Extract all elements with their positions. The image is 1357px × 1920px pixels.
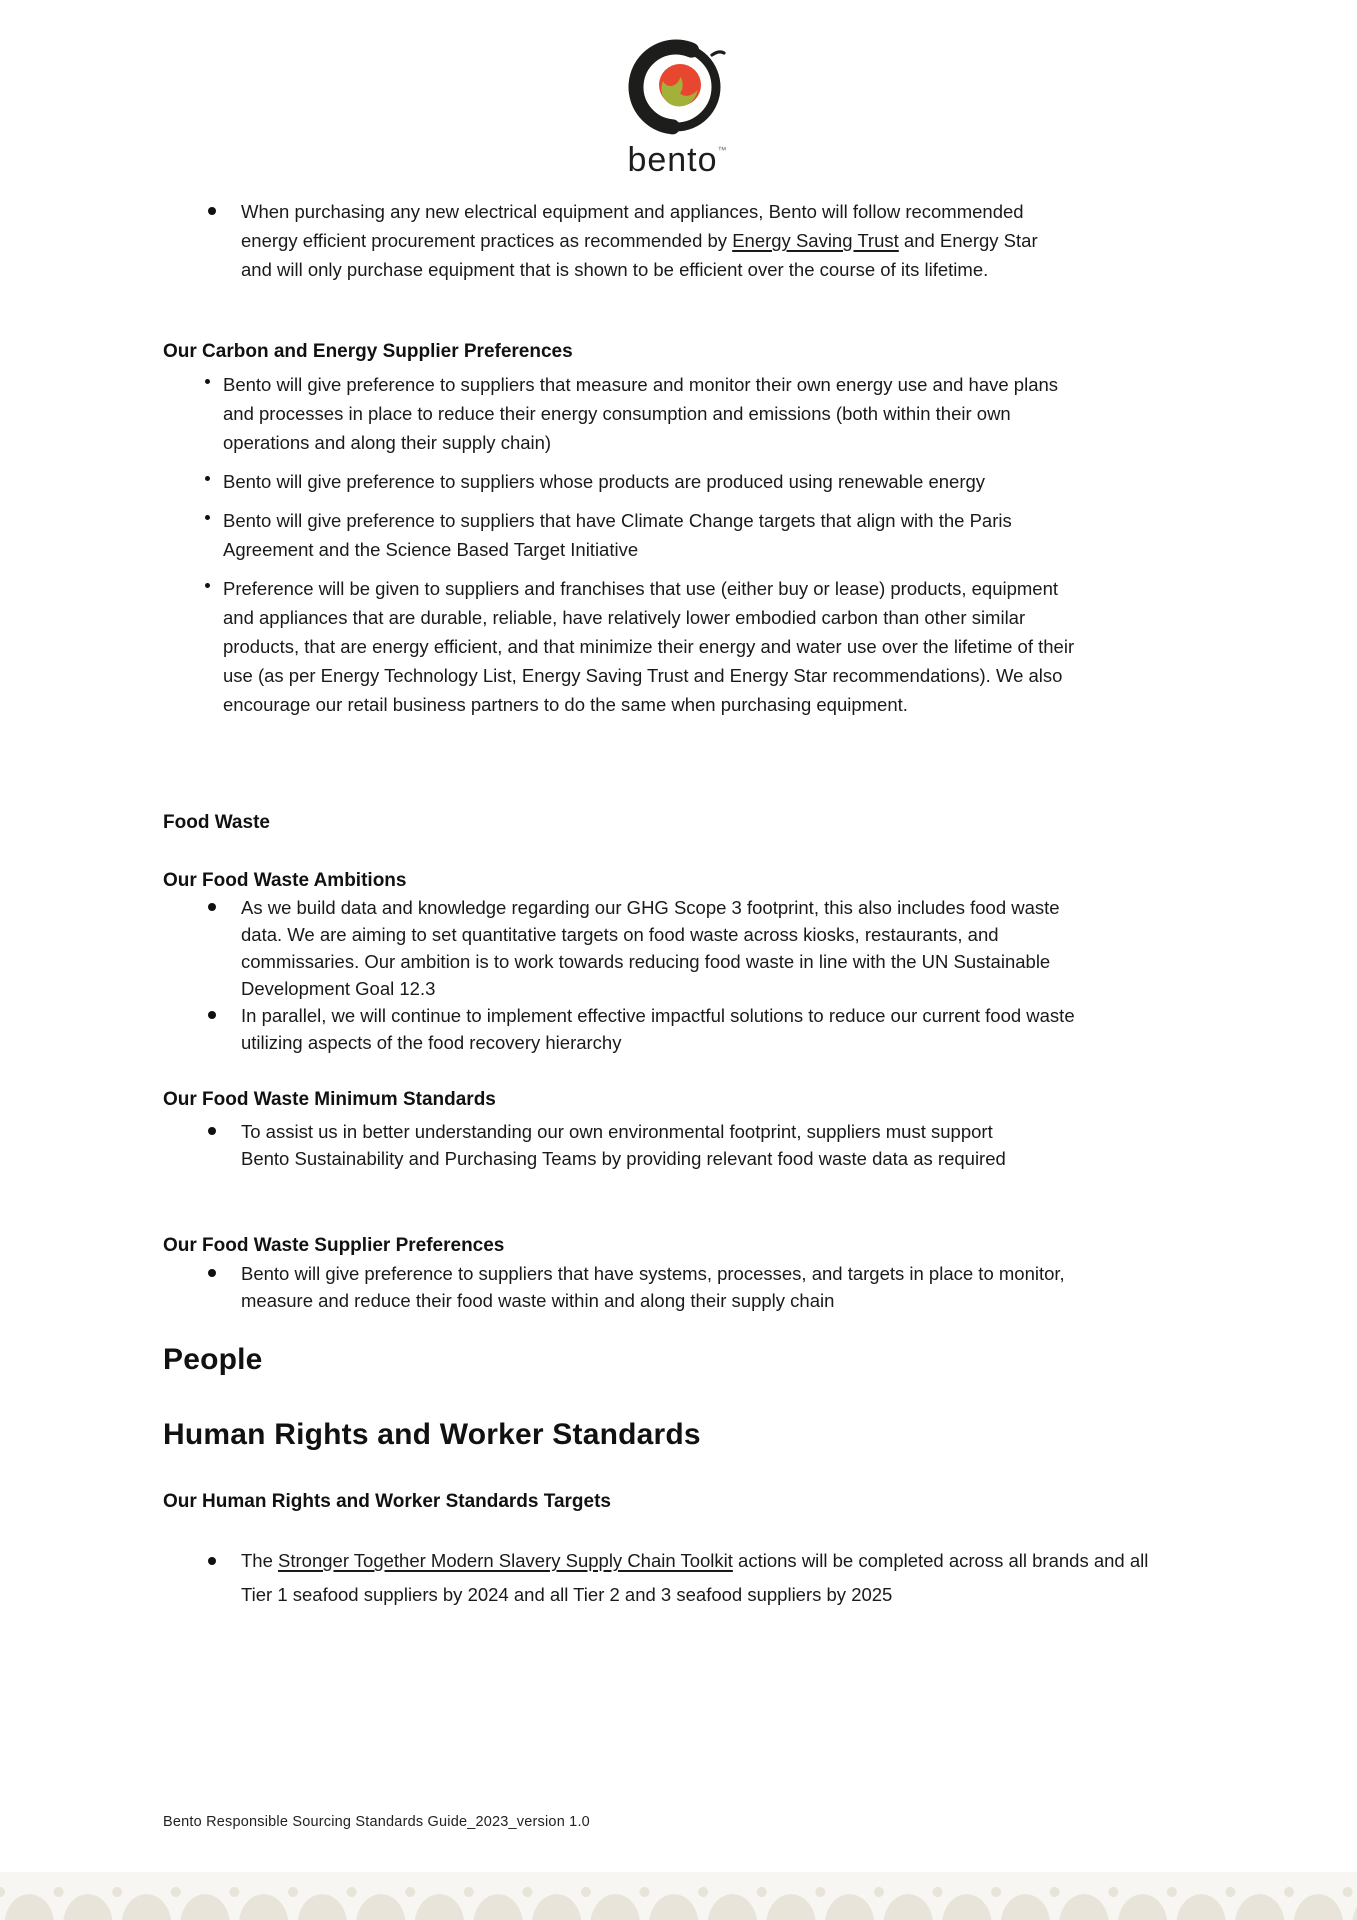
intro-bullet-list bbox=[163, 197, 1068, 284]
human-rights-worker-standards-heading: Human Rights and Worker Standards bbox=[163, 1418, 701, 1451]
bento-wordmark bbox=[592, 143, 762, 177]
food-waste-minimum-standards-heading: Our Food Waste Minimum Standards bbox=[163, 1089, 496, 1110]
bullet-item bbox=[163, 1544, 1173, 1612]
decorative-border bbox=[0, 1872, 1357, 1920]
bullet-item: To assist us in better understanding our own environmental footprint, suppliers must support Bento Sustainability and Purchasing Teams by providing relevant food waste data as required bbox=[163, 1118, 1043, 1172]
bullet-item: Bento will give preference to suppliers that have systems, processes, and targets in place to monitor, measure and reduce their food waste within and along their supply chain bbox=[163, 1260, 1108, 1314]
carbon-energy-bullet-list bbox=[163, 370, 1083, 729]
food-waste-supplier-preferences-heading: Our Food Waste Supplier Preferences bbox=[163, 1235, 505, 1256]
bullet-item: As we build data and knowledge regarding our GHG Scope 3 footprint, this also includes food waste data. We are aiming to set quantitative targets on food waste across kiosks, restaurants, and commissaries. Our ambition is to work towards reducing food waste in line with the UN Sustainable Development Goal 12.3 bbox=[163, 894, 1098, 1002]
food-waste-heading: Food Waste bbox=[163, 812, 270, 833]
trademark-symbol: ™ bbox=[717, 145, 727, 155]
food-waste-minimum-standards-bullet-list bbox=[163, 1118, 1043, 1172]
bullet-text: When purchasing any new electrical equipment and appliances, Bento will follow recommended energy efficient procurement practices as recommended by bbox=[241, 201, 1024, 251]
food-waste-ambitions-bullet-list bbox=[163, 894, 1098, 1056]
human-rights-targets-bullet-list bbox=[163, 1544, 1173, 1612]
human-rights-targets-heading: Our Human Rights and Worker Standards Targets bbox=[163, 1491, 611, 1512]
bullet-item: Bento will give preference to suppliers whose products are produced using renewable energy bbox=[163, 467, 1083, 496]
bullet-text: actions will be completed across all brands and all Tier 1 seafood suppliers by 2024 and all Tier 2 and 3 seafood suppliers by 2025 bbox=[241, 1550, 1149, 1605]
people-heading: People bbox=[163, 1343, 263, 1376]
bento-logo-icon bbox=[623, 38, 731, 142]
bento-logo bbox=[592, 38, 762, 177]
bullet-item: Bento will give preference to suppliers that measure and monitor their own energy use and have plans and processes in place to reduce their energy consumption and emissions (both within their own operations and along their supply chain) bbox=[163, 370, 1083, 457]
bullet-item: Bento will give preference to suppliers that have Climate Change targets that align with the Paris Agreement and the Science Based Target Initiative bbox=[163, 506, 1083, 564]
bento-wordmark-text: bento bbox=[627, 141, 718, 179]
stronger-together-toolkit-link[interactable]: Stronger Together Modern Slavery Supply Chain Toolkit bbox=[278, 1550, 733, 1571]
carbon-energy-supplier-preferences-heading: Our Carbon and Energy Supplier Preferences bbox=[163, 341, 573, 362]
bullet-text: The bbox=[241, 1550, 279, 1571]
energy-saving-trust-link[interactable]: Energy Saving Trust bbox=[732, 230, 899, 251]
bullet-item: In parallel, we will continue to implement effective impactful solutions to reduce our current food waste utilizing aspects of the food recovery hierarchy bbox=[163, 1002, 1098, 1056]
footer-text: Bento Responsible Sourcing Standards Guide_2023_version 1.0 bbox=[163, 1814, 590, 1830]
food-waste-ambitions-heading: Our Food Waste Ambitions bbox=[163, 870, 407, 891]
bullet-item bbox=[163, 197, 1068, 284]
bullet-text: and Energy Star and will only purchase equipment that is shown to be efficient over the course of its lifetime. bbox=[241, 230, 1038, 280]
bullet-item: Preference will be given to suppliers and franchises that use (either buy or lease) products, equipment and appliances that are durable, reliable, have relatively lower embodied carbon than other similar products, that are energy efficient, and that minimize their energy and water use over the lifetime of their use (as per Energy Technology List, Energy Saving Trust and Energy Star recommendations). We also encourage our retail business partners to do the same when purchasing equipment. bbox=[163, 574, 1083, 719]
food-waste-supplier-preferences-bullet-list bbox=[163, 1260, 1108, 1314]
